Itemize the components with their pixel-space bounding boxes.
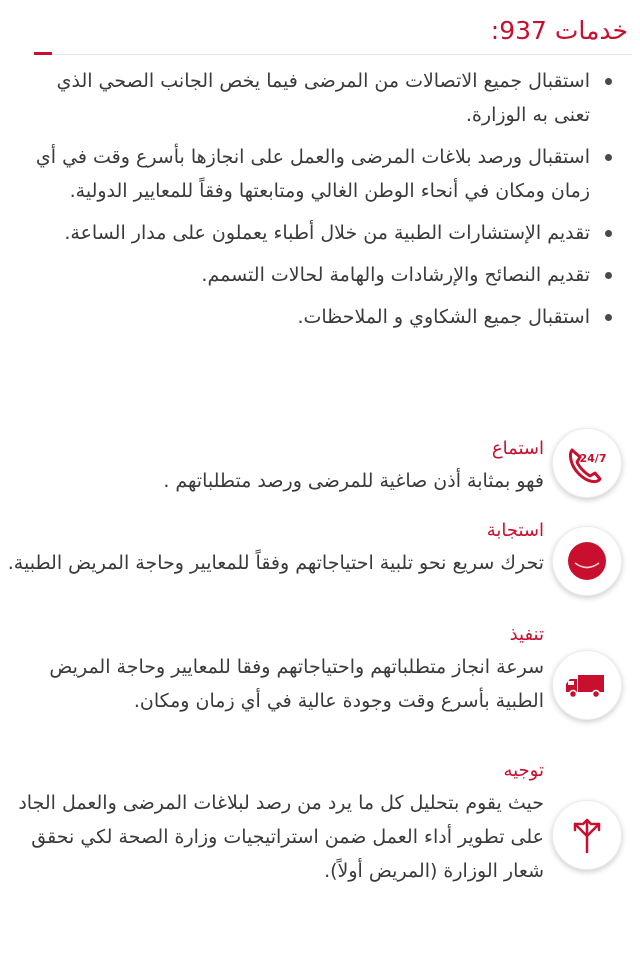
bullet-icon: [605, 230, 612, 237]
title-divider: [34, 54, 632, 55]
list-item-text: استقبال جميع الاتصالات من المرضى فيما يخص الجانب الصحي الذي تعنى به الوزارة.: [56, 70, 590, 126]
feature-execution: [4, 620, 544, 718]
red-button-icon: [552, 526, 622, 596]
feature-guidance: [4, 756, 544, 888]
phone-24-7-glyph: [562, 438, 612, 488]
page-title: خدمات 937:: [490, 16, 628, 45]
feature-title: استجابة: [486, 520, 544, 541]
bullet-icon: [605, 154, 612, 161]
direction-arrows-glyph: [562, 810, 612, 860]
feature-title: استماع: [491, 438, 544, 459]
phone-24-7-label: 24/7: [579, 452, 607, 465]
feature-response: [4, 516, 544, 580]
feature-title: تنفيذ: [509, 624, 544, 645]
feature-text: حيث يقوم بتحليل كل ما يرد من رصد لبلاغات المرضى والعمل الجاد على تطوير أداء العمل ضمن استراتيجيات وزارة الصحة لكي نحقق شعار الوزارة (المريض أولاً).: [18, 792, 544, 882]
red-button-glyph: [562, 536, 612, 586]
title-divider-accent: [34, 52, 52, 55]
direction-arrows-icon: [552, 800, 622, 870]
feature-listening: [4, 434, 544, 498]
bullet-icon: [605, 78, 612, 85]
feature-text: سرعة انجاز متطلباتهم واحتياجاتهم وفقا للمعايير وحاجة المريض الطبية بأسرع وقت وجودة عالية في أي زمان ومكان.: [49, 656, 544, 712]
list-item: [26, 216, 616, 250]
bullet-icon: [605, 272, 612, 279]
feature-text: فهو بمثابة أذن صاغية للمرضى ورصد متطلباتهم .: [163, 470, 544, 492]
list-item-text: تقديم النصائح والإرشادات والهامة لحالات التسمم.: [201, 264, 590, 286]
list-item: [26, 300, 616, 334]
truck-glyph: [562, 660, 612, 710]
list-item-text: استقبال ورصد بلاغات المرضى والعمل على انجازها بأسرع وقت في أي زمان ومكان في أنحاء الوطن الغالي ومتابعتها وفقاً للمعايير الدولية.: [35, 146, 590, 202]
bullet-icon: [605, 314, 612, 321]
feature-title: توجيه: [503, 760, 544, 781]
list-item-text: استقبال جميع الشكاوي و الملاحظات.: [297, 306, 590, 328]
phone-24-7-icon: [552, 428, 622, 498]
list-item: [26, 64, 616, 132]
list-item-text: تقديم الإستشارات الطبية من خلال أطباء يعملون على مدار الساعة.: [64, 222, 590, 244]
list-item: [26, 140, 616, 208]
feature-text: تحرك سريع نحو تلبية احتياجاتهم وفقاً للمعايير وحاجة المريض الطبية.: [7, 552, 544, 574]
truck-icon: [552, 650, 622, 720]
services-list: [26, 64, 616, 342]
list-item: [26, 258, 616, 292]
